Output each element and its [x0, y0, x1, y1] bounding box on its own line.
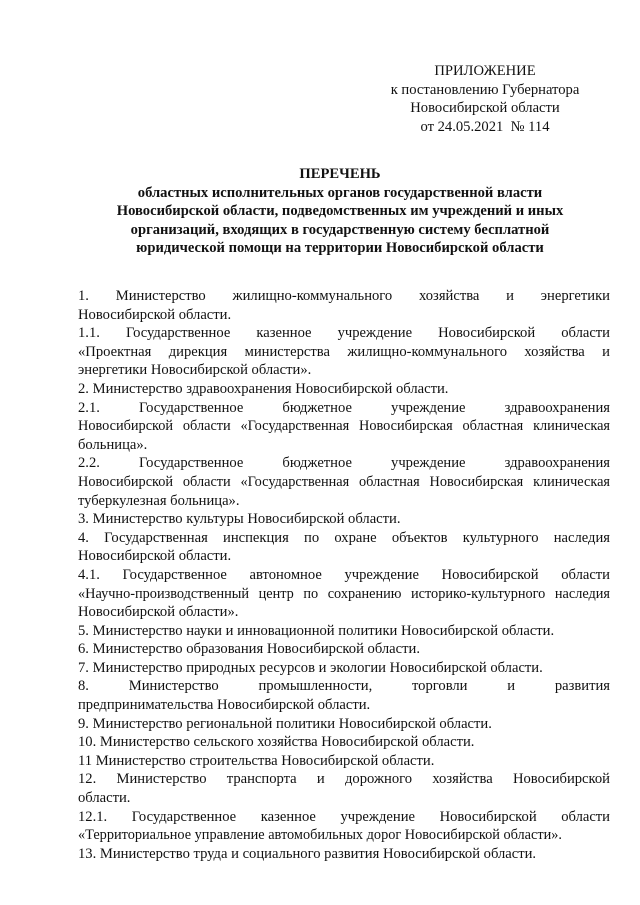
list-item-line: Новосибирской области». — [78, 604, 239, 621]
list-item-line: области. — [78, 790, 131, 807]
list-item-line: Новосибирской области. — [78, 548, 232, 565]
title-line: юридической помощи на территории Новосибирской области — [136, 240, 544, 256]
list-item — [78, 622, 610, 641]
list-item-line: предпринимательства Новосибирской области. — [78, 697, 371, 714]
list-item-line: Новосибирской области «Государственная областная Новосибирская клиническая — [78, 473, 610, 490]
appendix-heading: ПРИЛОЖЕНИЕ — [434, 63, 536, 79]
list-item-line: 11 Министерство строительства Новосибирской области. — [78, 752, 435, 769]
appendix-date-number: от 24.05.2021 № 114 — [420, 118, 550, 135]
list-item-line: 10. Министерство сельского хозяйства Новосибирской области. — [78, 734, 475, 751]
title-heading: ПЕРЕЧЕНЬ — [299, 166, 381, 182]
list-item-line: 6. Министерство образования Новосибирской области. — [78, 641, 420, 658]
list-item-line: 9. Министерство региональной политики Новосибирской области. — [78, 715, 492, 732]
list-item-line: больница». — [78, 436, 148, 453]
list-item — [78, 733, 610, 752]
list-item — [78, 380, 610, 399]
list-item — [78, 808, 610, 845]
list-item-line: 12. Министерство транспорта и дорожного хозяйства Новосибирской — [78, 771, 610, 788]
list-item-line: 8. Министерство промышленности, торговли и развития — [78, 678, 610, 695]
list-item — [78, 324, 610, 380]
list-item-line: 2. Министерство здравоохранения Новосибирской области. — [78, 380, 449, 397]
list-item — [78, 529, 610, 566]
list-item — [78, 752, 610, 771]
list-item-line: 1. Министерство жилищно-коммунального хозяйства и энергетики — [78, 288, 610, 304]
list-item-line: 5. Министерство науки и инновационной политики Новосибирской области. — [78, 622, 555, 639]
list-item-line: 1.1. Государственное казенное учреждение Новосибирской области — [78, 325, 610, 342]
list-item-line: 2.1. Государственное бюджетное учреждение здравоохранения — [78, 399, 610, 416]
appendix-region: Новосибирской области — [410, 100, 560, 116]
list-item-line: 2.2. Государственное бюджетное учреждение здравоохранения — [78, 455, 610, 472]
list-item-line: 4. Государственная инспекция по охране объектов культурного наследия — [78, 529, 610, 546]
list-item — [78, 770, 610, 807]
list-item-line: 12.1. Государственное казенное учреждение Новосибирской области — [78, 808, 610, 825]
list-item — [78, 845, 610, 864]
document-title — [70, 165, 610, 258]
list-item-line: «Научно-производственный центр по сохранению историко-культурного наследия — [78, 585, 610, 602]
list-item — [78, 640, 610, 659]
list-item-line: 3. Министерство культуры Новосибирской области. — [78, 511, 401, 528]
list-item — [78, 287, 610, 324]
list-item — [78, 659, 610, 678]
title-line: организаций, входящих в государственную систему бесплатной — [130, 221, 550, 238]
list-item-line: туберкулезная больница». — [78, 492, 240, 509]
list-item-line: энергетики Новосибирской области». — [78, 362, 312, 379]
list-item-line: Новосибирской области «Государственная Новосибирская областная клиническая — [78, 418, 610, 435]
list-item — [78, 399, 610, 455]
list-item-line: «Территориальное управление автомобильных дорог Новосибирской области». — [78, 827, 562, 844]
list-item — [78, 454, 610, 510]
list-item — [78, 510, 610, 529]
list-item-line: 7. Министерство природных ресурсов и экологии Новосибирской области. — [78, 659, 543, 676]
list-item-line: Новосибирской области. — [78, 306, 232, 323]
organizations-list — [78, 287, 610, 863]
list-item — [78, 566, 610, 622]
list-item — [78, 677, 610, 714]
title-line: Новосибирской области, подведомственных им учреждений и иных — [116, 203, 564, 219]
appendix-reference: к постановлению Губернатора — [390, 81, 580, 98]
list-item-line: 13. Министерство труда и социального развития Новосибирской области. — [78, 845, 537, 862]
title-line: областных исполнительных органов государственной власти — [137, 184, 543, 201]
list-item-line: 4.1. Государственное автономное учреждение Новосибирской области — [78, 566, 610, 583]
appendix-block — [380, 62, 590, 136]
list-item — [78, 715, 610, 734]
list-item-line: «Проектная дирекция министерства жилищно-коммунального хозяйства и — [78, 343, 610, 360]
